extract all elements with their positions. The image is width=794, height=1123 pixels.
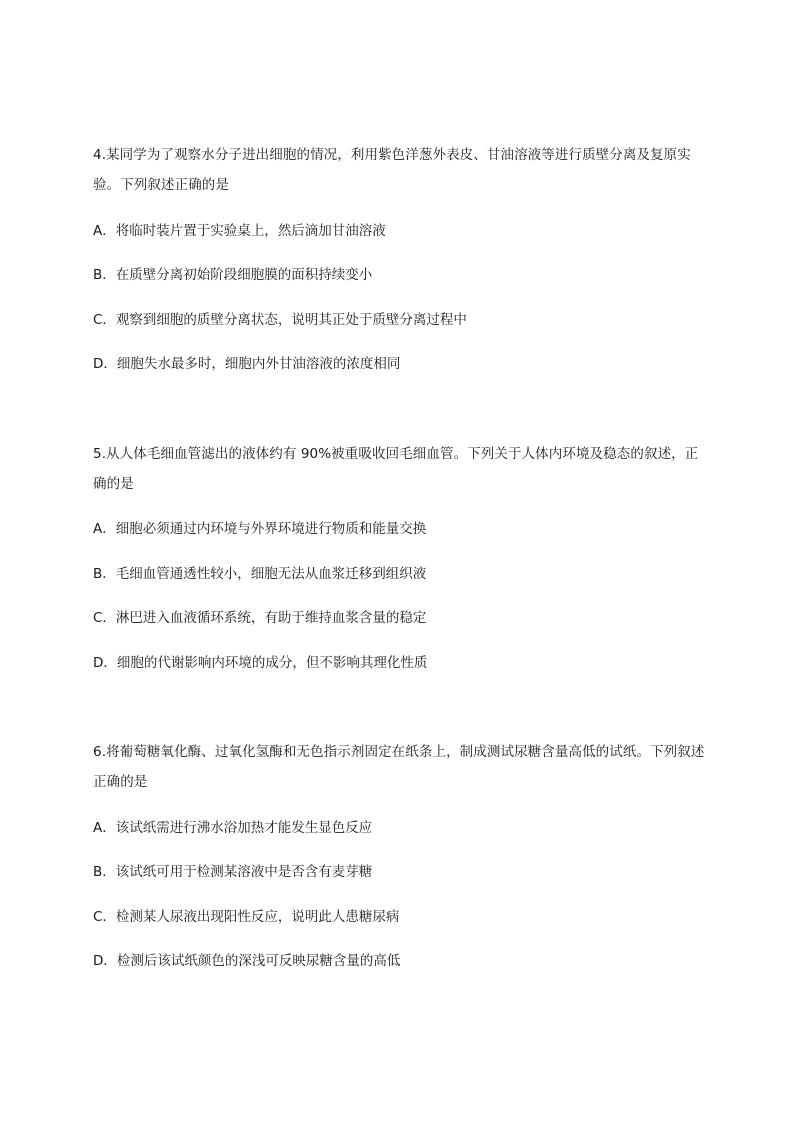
question-stem: 4.某同学为了观察水分子进出细胞的情况，利用紫色洋葱外表皮、甘油溶液等进行质壁分离及复原实验。下列叙述正确的是 <box>93 147 691 193</box>
question-6 <box>93 737 705 969</box>
option-d: D．细胞失水最多时，细胞内外甘油溶液的浓度相同 <box>93 356 401 372</box>
option-c: C．观察到细胞的质壁分离状态，说明其正处于质壁分离过程中 <box>93 312 467 328</box>
question-4 <box>93 140 705 372</box>
option-b: B．在质壁分离初始阶段细胞膜的面积持续变小 <box>93 267 373 283</box>
question-stem: 5.从人体毛细血管滤出的液体约有 90%被重吸收回毛细血管。下列关于人体内环境及稳态的叙述，正确的是 <box>93 446 699 492</box>
option-a: A．将临时装片置于实验桌上，然后滴加甘油溶液 <box>93 223 386 239</box>
option-a: A．细胞必须通过内环境与外界环境进行物质和能量交换 <box>93 521 427 537</box>
option-d: D．检测后该试纸颜色的深浅可反映尿糖含量的高低 <box>93 953 401 969</box>
question-5 <box>93 439 705 671</box>
option-d: D．细胞的代谢影响内环境的成分，但不影响其理化性质 <box>93 655 428 671</box>
option-b: B．该试纸可用于检测某溶液中是否含有麦芽糖 <box>93 864 373 880</box>
question-stem: 6.将葡萄糖氧化酶、过氧化氢酶和无色指示剂固定在纸条上，制成测试尿糖含量高低的试纸。下列叙述正确的是 <box>93 744 705 790</box>
option-a: A．该试纸需进行沸水浴加热才能发生显色反应 <box>93 820 373 836</box>
option-c: C．淋巴进入血液循环系统，有助于维持血浆含量的稳定 <box>93 610 427 626</box>
option-c: C．检测某人尿液出现阳性反应，说明此人患糖尿病 <box>93 909 400 925</box>
option-b: B．毛细血管通透性较小，细胞无法从血浆迁移到组织液 <box>93 566 427 582</box>
